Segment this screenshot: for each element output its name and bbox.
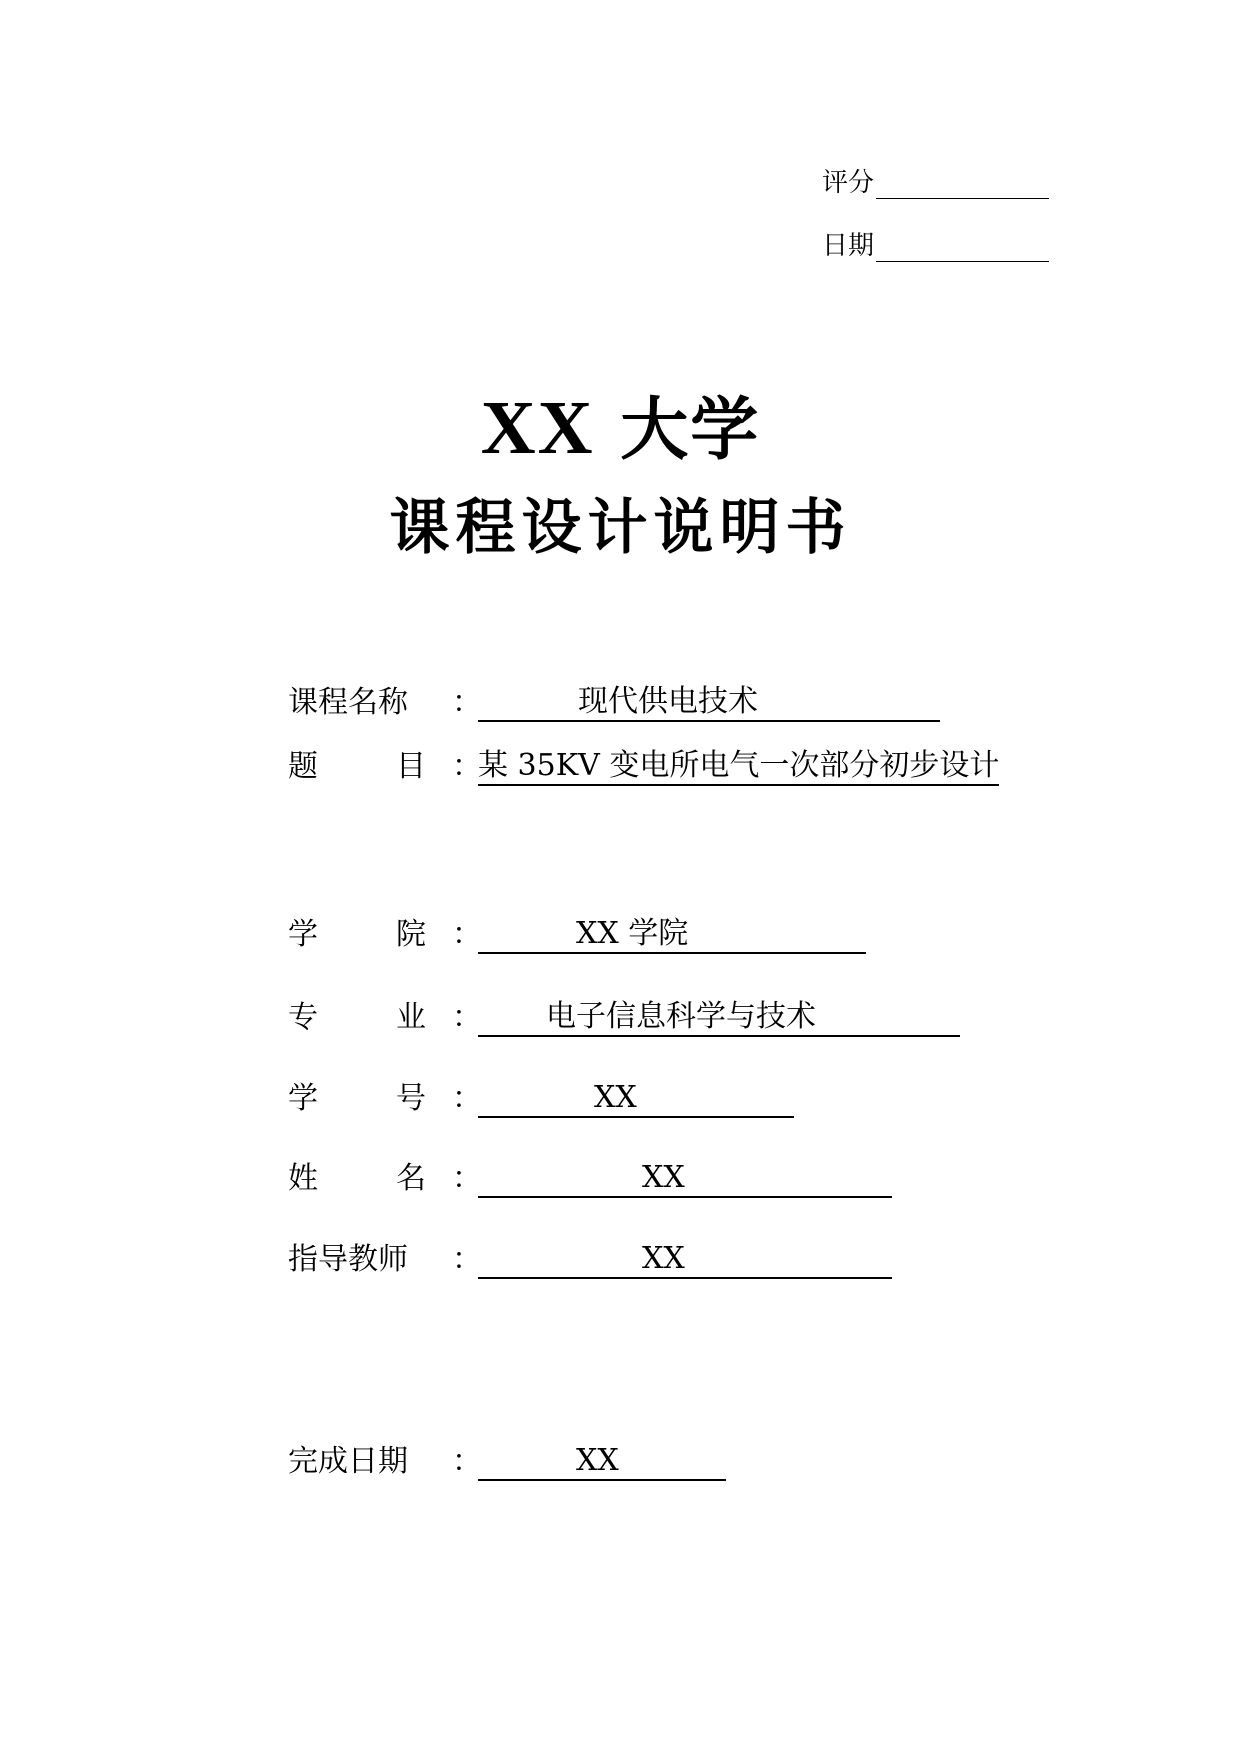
document-title: 课程设计说明书 [389, 493, 852, 563]
advisor-label: 指导教师 [288, 1242, 408, 1277]
major-label-char-1: 专 [288, 1000, 318, 1035]
student-id-row [288, 1078, 794, 1118]
name-value: XX [478, 1160, 892, 1198]
name-label-char-1: 姓 [288, 1161, 318, 1196]
topic-label-char-2: 目 [396, 749, 426, 784]
name-colon: ： [452, 1161, 482, 1196]
date-row [822, 226, 1049, 262]
student-id-label-char-2: 号 [396, 1081, 426, 1116]
name-label-char-2: 名 [396, 1161, 426, 1196]
score-blank-line [876, 172, 1049, 199]
date-blank-line [876, 235, 1049, 262]
finish-date-value: XX [478, 1443, 726, 1481]
topic-value: 某 35KV 变电所电气一次部分初步设计 [478, 748, 999, 786]
major-label [288, 999, 452, 1037]
finish-date-label: 完成日期 [288, 1444, 408, 1479]
major-row [288, 997, 960, 1037]
university-title-latin: XX [480, 386, 595, 470]
score-row [822, 163, 1049, 199]
college-label [288, 916, 452, 954]
college-label-char-2: 院 [396, 917, 426, 952]
name-row [288, 1158, 892, 1198]
major-value: 电子信息科学与技术 [478, 999, 960, 1037]
student-id-value: XX [478, 1080, 794, 1118]
student-id-label-char-1: 学 [288, 1081, 318, 1116]
finish-date-colon: ： [452, 1444, 482, 1479]
college-row [288, 914, 866, 954]
topic-label [288, 748, 452, 786]
student-id-colon: ： [452, 1081, 482, 1116]
topic-row [288, 746, 999, 786]
major-colon: ： [452, 1000, 482, 1035]
score-label: 评分 [822, 168, 875, 198]
university-title [0, 388, 1241, 470]
college-label-char-1: 学 [288, 917, 318, 952]
advisor-value: XX [478, 1241, 892, 1279]
university-title-cn: 大学 [620, 390, 761, 470]
course-colon: ： [452, 685, 482, 720]
student-id-label [288, 1080, 452, 1118]
major-label-char-2: 业 [396, 1000, 426, 1035]
college-colon: ： [452, 917, 482, 952]
topic-colon: ： [452, 749, 482, 784]
course-label: 课程名称 [288, 685, 408, 720]
college-value: XX 学院 [478, 916, 866, 954]
advisor-row [288, 1239, 892, 1279]
finish-date-row [288, 1441, 726, 1481]
course-value: 现代供电技术 [478, 684, 940, 722]
advisor-colon: ： [452, 1242, 482, 1277]
topic-label-char-1: 题 [288, 749, 318, 784]
name-label [288, 1160, 452, 1198]
date-label: 日期 [822, 231, 875, 261]
course-row [288, 682, 940, 722]
